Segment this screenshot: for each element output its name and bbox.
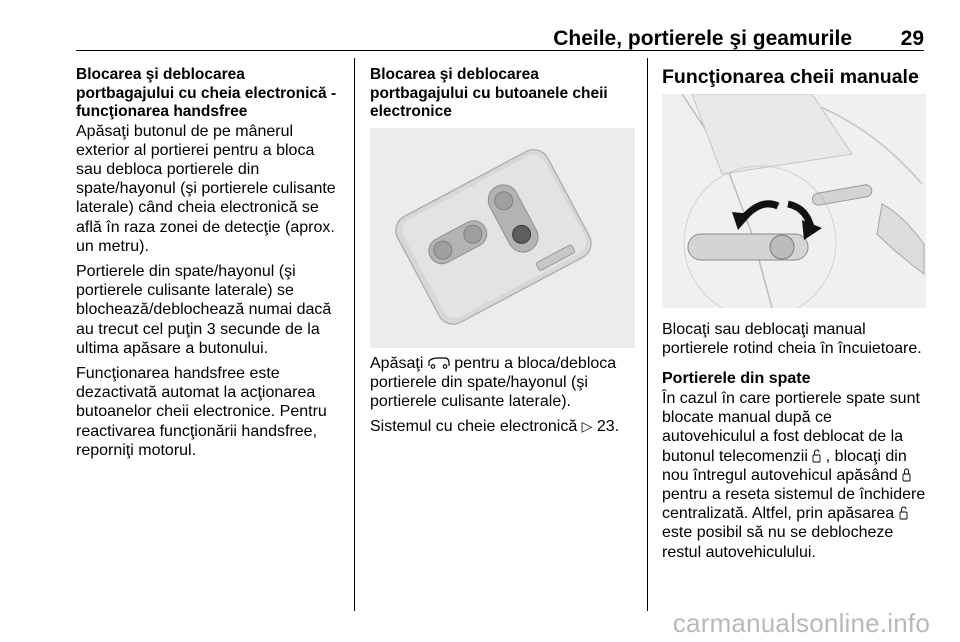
section-heading-key-buttons: Blocarea şi deblocarea portbagajului cu butoanele cheii electronice [370,66,608,120]
manual-key-door-lock-illustration [662,94,926,308]
paragraph: În cazul în care portierele spate sunt blocate manual după ce autovehiculul a fost deblocat de la butonul telecomenzii , blocaţi din nou întregul autovehicul apăsând pentru a reseta sistemul de închidere centralizată. Altfel, prin apăsarea este posibil să nu se deblocheze restul autovehiculului. [662,389,926,561]
column-2 [370,66,635,443]
paragraph: Funcţionarea handsfree este dezactivată automat la acţionarea butoanelor cheii electronice. Pentru reactivarea funcţionării handsfree, reporniţi motorul. [76,364,327,459]
unlock-icon [899,505,908,522]
reference-arrow-icon[interactable]: ▷ [581,419,593,436]
column-1 [76,66,344,466]
paragraph: Sistemul cu cheie electronică ▷ 23. [370,418,620,436]
column-divider-2 [647,58,648,611]
column-divider-1 [354,58,355,611]
electronic-key-illustration [370,128,635,348]
paragraph: Portierele din spate/hayonul (şi portierele culisante laterale) se blochează/deblochează numai dacă au trecut cel puţin 3 secunde de la ultima apăsare a butonului. [76,262,332,357]
paragraph: Apăsaţi pentru a bloca/debloca portierele din spate/hayonul (şi portierele culisante laterale). [370,354,617,410]
page-number: 29 [900,27,924,50]
sub-heading-rear-doors: Portierele din spate [662,370,811,388]
section-heading-handsfree: Blocarea şi deblocarea portbagajului cu cheia electronică - funcţionarea handsfree [76,66,337,120]
paragraph: Apăsaţi butonul de pe mânerul exterior al portierei pentru a bloca sau debloca portierele din spate/hayonul (şi portierele culisante laterale) când cheia electronică se află în raza zonei de detecţie (aprox. un metru). [76,122,336,255]
paragraph: Blocaţi sau deblocaţi manual portierele rotind cheia în încuietoare. [662,321,922,358]
section-heading-manual-key: Funcţionarea cheii manuale [662,66,919,88]
van-icon [428,355,454,372]
page-header [76,28,924,51]
column-3 [662,66,926,568]
unlock-icon [812,448,825,465]
lock-icon [902,467,911,484]
chapter-title: Cheile, portierele şi geamurile [553,27,852,50]
watermark: carmanualsonline.info [672,608,930,638]
